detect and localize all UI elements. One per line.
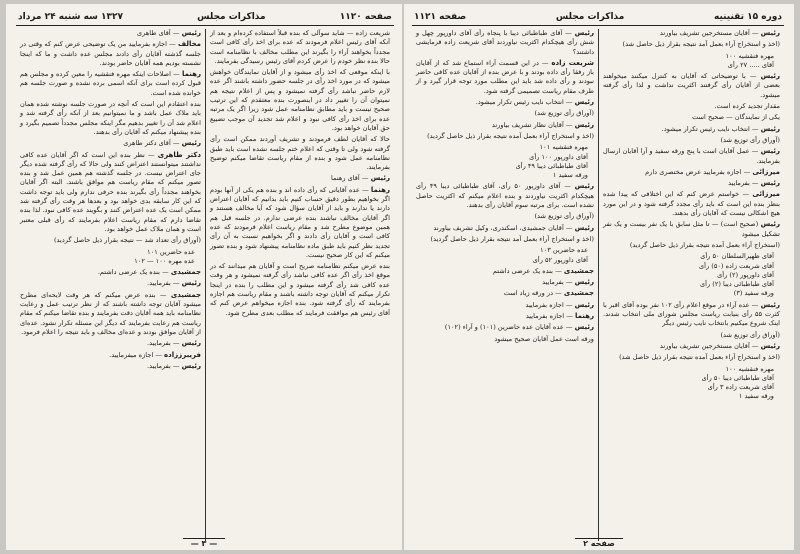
- speaker-name: دکتر طاهری: [157, 150, 201, 159]
- right-page-header: [412, 10, 784, 26]
- right-header-issue: دوره ۱۵ تقنینیه: [714, 12, 782, 22]
- paragraph-text: شریعت زاده — شاید سوآلی که بنده قبلاً استفاده کرده‌ام و بعد از آنکه آقای رئیس اعلام فرمودند که عده برای اخذ رأی کافی است مجدداً بخواهند آراء را بگیرند این مطلب مخالف با نظامنامه است حالا بنده نظر خودم را عرض کردم آقای رئیس رسیدگی بفرمایند.: [210, 29, 390, 65]
- speaker-name: رئیس: [574, 29, 594, 37]
- paragraph-text: — آقای رهنما: [331, 174, 369, 183]
- paragraph-text: — عمل آقایان است با پنج ورقه سفید و آرا آقایان ارسال بفرمایند.: [603, 147, 780, 165]
- paragraph-text: — بفرمایید.: [147, 339, 180, 348]
- speaker-name: رئیس: [574, 300, 594, 309]
- paragraph-text: — آقای طاهری: [136, 29, 180, 37]
- transcript-paragraph: [603, 40, 780, 49]
- speaker-name: رئیس: [760, 124, 780, 133]
- left-header-page-number: صفحه ۱۱۲۰: [339, 12, 392, 22]
- left-page: [6, 4, 402, 550]
- speaker-name: جمشیدی: [563, 266, 594, 275]
- vote-result-line: آقای شریعت زاده (۵۰) رأی: [698, 261, 774, 270]
- vote-result-line: آقای شریعت زاده ۳ رأی: [707, 383, 774, 392]
- transcript-paragraph: [20, 351, 201, 360]
- left-page-footer: [6, 539, 402, 548]
- speaker-name: رئیس: [574, 182, 594, 191]
- paragraph-text: — اجازه بفرمایید: [525, 300, 573, 309]
- transcript-paragraph: [20, 29, 201, 38]
- vote-result-line: عده حاضرین ۱۰۱: [147, 247, 195, 256]
- vote-result-line: مهره فنقشیه ۱۰۰: [725, 51, 774, 60]
- right-page: [404, 4, 794, 550]
- speaker-name: رئیس: [181, 139, 201, 148]
- speaker-name: رئیس: [370, 174, 390, 183]
- paragraph-text: — اصلاحات اینکه مهره فنقشیه را معین کرده و مجلس هم قبول کرده است برای آنکه اسمی برده نشده و صورت جلسه هم خوانده شده است.: [20, 70, 201, 97]
- transcript-paragraph: [416, 267, 594, 276]
- vote-result-block: [603, 252, 780, 298]
- transcript-paragraph: [20, 268, 201, 277]
- speaker-name: رهنما: [181, 70, 201, 79]
- newspaper-spread: [6, 4, 794, 550]
- speaker-name: رئیس: [760, 300, 780, 309]
- speaker-name: رئیس: [181, 339, 201, 348]
- paragraph-text: — بنده یک عرضی داشتم: [492, 266, 562, 275]
- right-page-right-column: [598, 29, 784, 541]
- left-page-header: [16, 10, 394, 26]
- paragraph-text: با اینکه موقعی که اخذ رأی میشود و از آقایان نمایندگان خواهش میشود که در مورد اخذ رأی در جلسه حضور داشته باشند اگر عده لازم حاضر نباشد رأی گرفته نمیشود و پس از اعلام نتیجه هم نمیتوان آن را تغییر داد در اینصورت بنده معتقدم که این ترتیب صحیح نیست و باید مطابق نظامنامه عمل شود زیرا اگر یک مرتبه عده برای اخذ رأی کافی نبود و اعلام شد تجدید آن موجب تضییع حق آقایان خواهد بود.: [210, 68, 390, 132]
- speaker-name: جمشیدی: [563, 289, 594, 298]
- speaker-name: جمشیدی: [170, 290, 201, 299]
- vote-result-line: آقای ..... ۲۷ رأی: [727, 60, 774, 69]
- speaker-name: شریعت زاده: [551, 58, 594, 67]
- paragraph-text: — نظر بنده این است که اگر آقایان عده کافی نداشتند میتوانستند اعتراض کنند ولی حالا که رأی گرفته شده دیگر جای اعتراض نیست. در جلسه گذشته هم همین عمل شد و بنده تصور میکنم که مقام ریاست هم موافق باشند. البته اگر آقایان بخواهند مجدداً رأی بگیرند بنده حرفی ندارم ولی باید توجه داشت که این کار سابقه بدی خواهد بود و بعدها هر وقت رأی گرفته شد ممکن است یک عده اعتراض کنند و بگویند عده کافی نبود. لذا بنده تقاضا دارم که مقام ریاست اعلام بفرمایند که رأی قبلی معتبر است و همان ملاک عمل خواهد بود.: [20, 150, 201, 233]
- vote-result-block: [416, 143, 594, 180]
- paragraph-text: — بنده یک عرضی داشتم.: [97, 268, 169, 277]
- paragraph-text: — عده آقایانی که رأی داده اند و بنده هم یکی از آنها بودم اگر بخواهیم بطور دقیق حساب کنیم باید بدانیم که آقایان اعتراض دارند یا ندارند و باید از آقایان سؤال شود که آیا مخالف هستند و اگر آقایان مخالف نباشند بنده عرضی ندارم. در جلسه قبل هم همین موضوع مطرح شد و مقام ریاست اعلام فرمودند که عده کافی است و آقایان رأی دادند و اگر بخواهیم نسبت به آن رأی تجدید نظر کنیم باید طبق ماده نظامنامه پیشنهاد شود و بنده تصور میکنم که این کار صحیح نیست.: [210, 185, 390, 259]
- paragraph-text: — آقایان جمشیدی، اسکندری، وکیل تشریف بیاورند: [433, 223, 573, 232]
- transcript-paragraph: [603, 220, 780, 239]
- speaker-name: رهنما: [574, 312, 594, 321]
- speaker-name: رهنما: [370, 185, 390, 194]
- paragraph-text: — عده آقایان عده حاضرین (۱۰۱) و آراء (۱۰۲): [444, 323, 573, 332]
- paragraph-text: — آقای دکتر طاهری: [123, 139, 180, 148]
- transcript-paragraph: [416, 182, 594, 210]
- speaker-name: فریبرززاده: [164, 350, 201, 359]
- transcript-paragraph: [416, 29, 594, 57]
- vote-result-block: [20, 248, 201, 267]
- speaker-name: رئیس: [574, 278, 594, 287]
- vote-result-line: ورقه سفید (۳): [733, 289, 774, 298]
- transcript-paragraph: [416, 98, 594, 107]
- transcript-paragraph: [20, 291, 201, 337]
- paragraph-text: — آقای طباطبائی دیبا با پنجاه رأی آقای داورپور چهل و شش رأی هیچکدام اکثریت نیاوردند آقای شریعت زاده فرمایشی داشتند؟: [416, 29, 594, 56]
- vote-result-line: آقای داورپور ۵۲ رأی: [532, 255, 588, 264]
- transcript-paragraph: [416, 335, 594, 344]
- transcript-paragraph: [603, 179, 780, 188]
- transcript-paragraph: [603, 190, 780, 218]
- transcript-paragraph: [603, 168, 780, 177]
- speaker-name: رئیس: [574, 120, 594, 129]
- speaker-name: رئیس: [760, 29, 780, 37]
- paragraph-text: — بنده عرض میکنم که هر وقت لایحه‌ای مطرح میشود آقایان توجه داشته باشند که از نظر ترتیب عمل و رعایت نظامنامه باید همه آقایان دقت بفرمایند و بنده تقاضا میکنم که مقام ریاست هم رعایت بفرمایند که دیگر این مسئله تکرار نشود. عده‌ای از آقایان موافق بودند و عده‌ای مخالف و باید نتیجه را اعلام فرمود.: [20, 290, 201, 336]
- speaker-name: جمشیدی: [170, 268, 201, 277]
- paragraph-text: (آوراق رأی توزیع شد): [534, 109, 594, 118]
- transcript-paragraph: [210, 29, 390, 66]
- right-page-left-column: [412, 29, 598, 541]
- transcript-paragraph: [416, 278, 594, 287]
- right-page-footer: [404, 539, 794, 548]
- paragraph-text: (آوراق رأی توزیع شد): [720, 135, 780, 144]
- transcript-paragraph: [20, 139, 201, 148]
- speaker-name: رئیس: [574, 98, 594, 107]
- paragraph-text: — انتخاب نایب رئیس تکرار میشود.: [661, 124, 759, 133]
- speaker-name: میرزائی: [752, 167, 780, 176]
- transcript-paragraph: [603, 353, 780, 362]
- speaker-name: میرزائی: [752, 190, 780, 199]
- transcript-paragraph: [416, 212, 594, 221]
- transcript-paragraph: [20, 339, 201, 348]
- vote-result-line: عده مهره ۱۰۰ — ۱۰۲: [134, 256, 195, 265]
- transcript-paragraph: [20, 70, 201, 98]
- paragraph-text: — بفرمایید.: [147, 279, 180, 288]
- paragraph-text: — اجازه بفرمایید: [525, 312, 573, 321]
- paragraph-text: — بفرمایید.: [147, 361, 180, 370]
- speaker-name: رئیس: [181, 29, 201, 37]
- paragraph-text: — با توضیحاتی که آقایان به کنترل میکنند میخواهند بعضی از آقایان رأی گرفتند اکثریت نداشت و لذا رأی گرفته میشود.: [603, 72, 780, 99]
- paragraph-text: حالا که آقایان لطف فرمودند و تشریف آوردند ممکن است رأی گرفته شود ولی تا وقتی که اعلام ختم جلسه نشده است باید طبق نظامنامه عمل شود و بنده از مقام ریاست تقاضا میکنم توضیح بفرمایند.: [210, 135, 390, 172]
- speaker-name: رئیس: [760, 179, 780, 188]
- transcript-paragraph: [416, 224, 594, 233]
- left-page-right-column: [205, 29, 394, 541]
- transcript-paragraph: [20, 362, 201, 371]
- paragraph-text: — در این قسمت آراء استماع شد که از آقایان باز رفقا رأی داده بودند و با عرض بنده از آقایان عده کافی حاضر نبودند و رأی داده شد باید این مطلب مورد توجه قرار گیرد و از طرف مقام ریاست تصمیمی گرفته شود.: [416, 58, 594, 95]
- transcript-paragraph: [416, 301, 594, 310]
- left-page-number: — ۳ —: [183, 538, 225, 548]
- speaker-name: رئیس: [760, 341, 780, 350]
- transcript-paragraph: [416, 323, 594, 332]
- transcript-paragraph: [20, 236, 201, 245]
- speaker-name: رئیس: [760, 220, 780, 229]
- transcript-paragraph: [210, 68, 390, 133]
- vote-result-line: ورقه سفید ۱: [738, 392, 774, 401]
- paragraph-text: — در ورقه زیاد است: [503, 289, 562, 298]
- left-page-columns: [16, 29, 394, 541]
- right-header-title: مذاکرات مجلس: [555, 12, 625, 22]
- vote-result-line: مهره فنقشیه ۱۰۱: [539, 143, 588, 152]
- transcript-paragraph: [210, 262, 390, 318]
- transcript-paragraph: [603, 72, 780, 100]
- paragraph-text: (آوراق رأی تعداد شد — نتیجه بقرار ذیل حاصل گردید): [53, 236, 201, 245]
- paragraph-text: (اخذ و استخراج آراء بعمل آمد نتیجه بقرار ذیل حاصل گردید): [430, 234, 594, 243]
- transcript-paragraph: [20, 279, 201, 288]
- vote-result-line: آقای ظهیرالسلطان ۵۰ رأی: [700, 252, 774, 261]
- paragraph-text: — اجازه بفرمایید من یک توضیحی عرض کنم که وقتی در جلسه گذشته آقایان رأی دادند مجلس عده داشت و ما که اینجا نشسته بودیم همه آقایان حاضر بودند.: [20, 40, 201, 67]
- paragraph-text: — آقایان نظار تشریف بیاورند: [491, 120, 573, 129]
- transcript-paragraph: [210, 186, 390, 260]
- right-page-columns: [412, 29, 784, 541]
- paragraph-text: (اخذ و استخراج آراء بعمل آمده نتیجه بقرار ذیل حاصل گردید): [427, 131, 594, 140]
- speaker-name: رئیس: [760, 147, 780, 156]
- transcript-paragraph: [603, 301, 780, 329]
- paragraph-text: — اجازه میفرمایید.: [109, 350, 162, 359]
- vote-result-line: آقای طباطبائی دیبا ۴۹ رأی: [515, 161, 588, 170]
- transcript-paragraph: [603, 331, 780, 340]
- vote-result-line: ورقه سفید ۱: [552, 171, 588, 180]
- paragraph-text: (آوراق رأی توزیع شد): [534, 212, 594, 221]
- transcript-paragraph: [210, 135, 390, 172]
- paragraph-text: ورقه است عمل آقایان صحیح میشود: [494, 334, 594, 343]
- transcript-paragraph: [603, 147, 780, 166]
- paragraph-text: (اخذ و استخراج آراء بعمل آمده نتیجه بقرار ذیل حاصل شد): [619, 353, 780, 362]
- paragraph-text: — خواستم عرض کنم که این اختلافی که پیدا شده بنظر بنده این است که باید رأی مجدد گرفته شود و در این مورد هیچ اشکالی نیست که آقایان رأی بدهند.: [603, 190, 780, 218]
- speaker-name: رئیس: [574, 223, 594, 232]
- transcript-paragraph: [416, 132, 594, 141]
- transcript-paragraph: [20, 151, 201, 235]
- vote-result-line: آقای داورپور ۱۰۰ رأی: [529, 152, 588, 161]
- transcript-paragraph: [416, 121, 594, 130]
- paragraph-text: مقدار تجدید کرده است.: [714, 102, 780, 111]
- transcript-paragraph: [416, 235, 594, 244]
- left-header-title: مذاکرات مجلس: [197, 12, 266, 22]
- transcript-paragraph: [603, 113, 780, 122]
- vote-result-block: [603, 52, 780, 71]
- transcript-paragraph: [20, 100, 201, 137]
- transcript-paragraph: [416, 59, 594, 96]
- transcript-paragraph: [603, 29, 780, 38]
- paragraph-text: بنده اعتقادم این است که آنچه در صورت جلسه نوشته شده همان باید ملاک عمل باشد و ما نمیتوانیم بعد از آنکه رأی گرفته شد و اعلام شد آن را تغییر بدهیم مگر اینکه مجلس مجدداً تصمیم بگیرد و بنده پیشنهاد میکنم که آقایان رأی بدهند.: [20, 100, 201, 136]
- vote-result-block: [416, 246, 594, 265]
- speaker-name: رئیس: [574, 323, 594, 332]
- speaker-name: رئیس: [760, 72, 780, 81]
- paragraph-text: — آقایان مستخرجین تشریف بیاورند: [659, 341, 759, 350]
- paragraph-text: (اخذ و استخراج آراء بعمل آمد نتیجه بقرار ذیل حاصل شد): [622, 40, 780, 49]
- paragraph-text: — عده آراء در موقع اعلام رأی ۱۰۲ نفر بوده آقای اقبر با کثرت ۵۵ رأی بنیابت ریاست مجلس شورای ملی انتخاب شدند. اینک شروع میکنیم بانتخاب نایب رئیس دیگر: [603, 300, 780, 328]
- transcript-paragraph: [603, 342, 780, 351]
- transcript-paragraph: [416, 289, 594, 298]
- transcript-paragraph: [603, 136, 780, 145]
- speaker-name: رئیس: [181, 361, 201, 370]
- transcript-paragraph: [603, 241, 780, 250]
- paragraph-text: یکی از نمایندگان — صحیح است: [692, 113, 780, 122]
- paragraph-text: — انتخاب نایب رئیس تکرار میشود.: [475, 98, 573, 107]
- vote-result-line: عده حاضرین ۱۰۳: [540, 246, 588, 255]
- vote-result-line: آقای طباطبائی دیبا (۲) رأی: [699, 280, 774, 289]
- vote-result-block: [603, 365, 780, 402]
- speaker-name: رئیس: [181, 279, 201, 288]
- transcript-paragraph: [210, 174, 390, 183]
- left-page-left-column: [16, 29, 205, 541]
- vote-result-line: مهره فنقشیه ۱۰۰: [725, 364, 774, 373]
- transcript-paragraph: [603, 102, 780, 111]
- right-page-number: صفحه ۲: [575, 538, 623, 548]
- paragraph-text: (صحیح است) — تا مثل سابق با یک نفر بیست و یک نفر تشکیل میشود: [603, 220, 780, 238]
- transcript-paragraph: [20, 40, 201, 68]
- paragraph-text: (استخراج آراء بعمل آمده نتیجه بقرار ذیل حاصل گردید): [629, 240, 780, 249]
- paragraph-text: بنده عرض میکنم نظامنامه صریح است و آقایان هم میدانند که در موقع اخذ رأی اگر عده کافی نباشد رأی گرفته نمیشود و هر وقت عده کافی شد رأی گرفته میشود و این مطلب را بنده در اینجا تکرار میکنم که آقایان توجه داشته باشند و مقام ریاست هم اجازه بفرمایند که رأی گرفته شود. بنده اجازه میخواهم عرض کنم که آقای رئیس هم موافقت فرمایند که مطلب بعدی مطرح شود.: [210, 262, 390, 317]
- paragraph-text: — بفرمایید: [542, 278, 573, 287]
- paragraph-text: — آقایان مستخرجین تشریف بیاورند: [659, 29, 759, 37]
- paragraph-text: — اجازه بفرمایید عرض مختصری دارم: [645, 167, 751, 176]
- transcript-paragraph: [416, 109, 594, 118]
- right-header-page-number: صفحه ۱۱۲۱: [414, 12, 467, 22]
- vote-result-line: آقای طباطبائی دیبا ۵۰ رأی: [701, 373, 774, 382]
- transcript-paragraph: [416, 312, 594, 321]
- paragraph-text: — بفرمایید: [728, 179, 759, 188]
- speaker-name: مخالف: [178, 40, 201, 49]
- vote-result-line: آقای داورپور (۲) رأی: [717, 270, 774, 279]
- left-header-date: ۱۳۲۷ سه شنبه ۲۴ مرداد: [18, 12, 123, 22]
- paragraph-text: (آوراق رأی توزیع شد): [720, 330, 780, 339]
- transcript-paragraph: [603, 125, 780, 134]
- paragraph-text: — آقای داورپور ۵۰ رأی، آقای طباطبائی دیبا ۴۹ رأی هیچکدام اکثریت نیاوردند و بنده اعلام میکنم که اکثریت حاصل نشده است. برای مرتبه سوم آقایان رأی بدهند.: [416, 182, 594, 210]
